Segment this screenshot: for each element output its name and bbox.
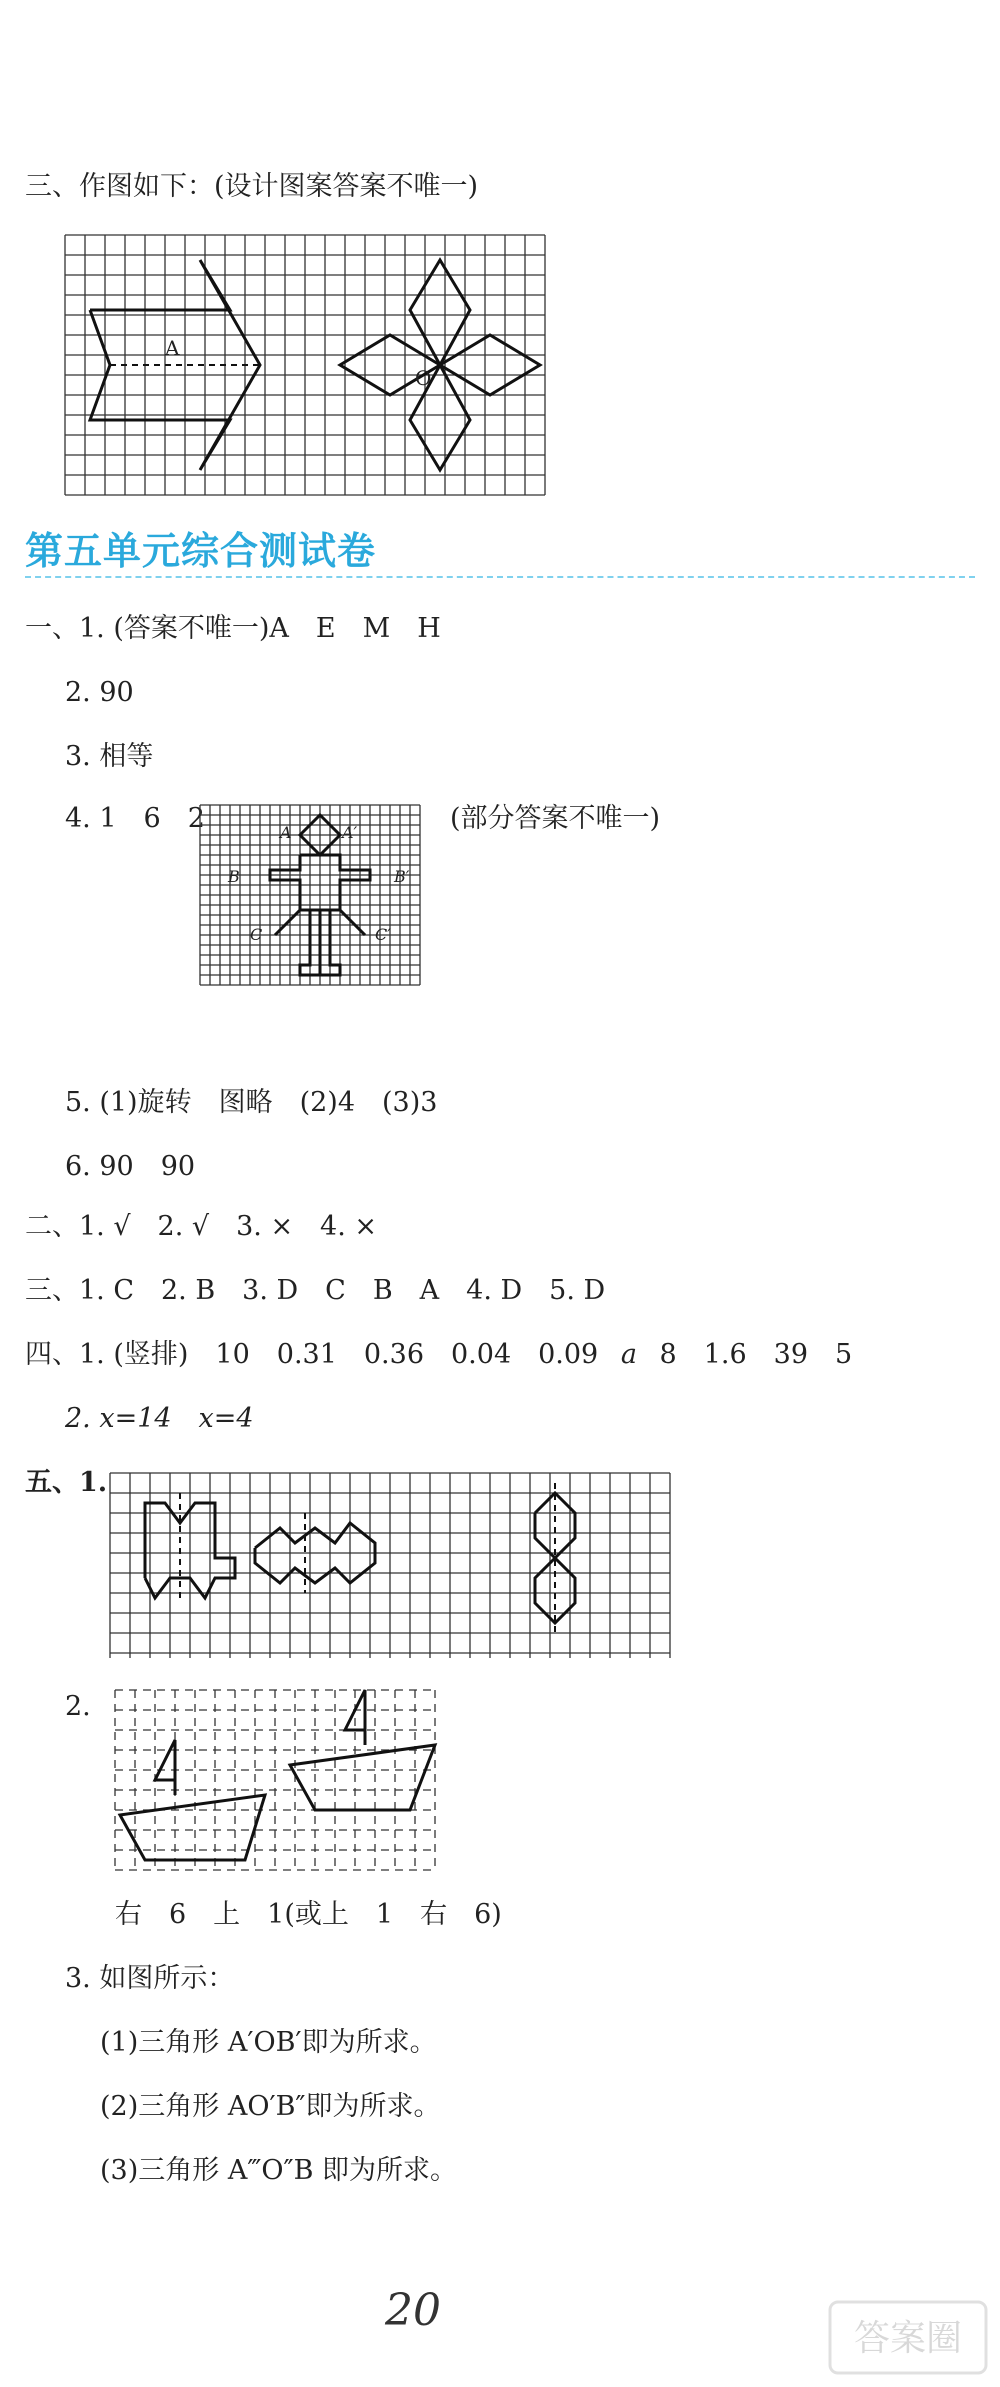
section3-header: 三、作图如下：(设计图案答案不唯一) [25, 171, 479, 202]
q5-item3: 3. 如图所示： [65, 1963, 235, 1994]
q5-label2: 2. [65, 1691, 91, 1722]
figure4-grid [110, 1685, 440, 1885]
q5-sub1: (1)三角形 A′OB′即为所求。 [100, 2027, 437, 2058]
figure1-grid [0, 220, 1000, 560]
figure2-label-b-prime: B′ [394, 867, 410, 886]
q1-item1: 一、1. (答案不唯一)A E M H [25, 613, 441, 644]
q1-item2: 2. 90 [65, 677, 134, 708]
figure1-label-o: O [415, 366, 432, 390]
page-number: 20 [385, 2285, 441, 2336]
q5-answer2: 右 6 上 1(或上 1 右 6) [115, 1899, 502, 1930]
watermark-text: 答案圈 [853, 2318, 963, 2359]
unit-title: 第五单元综合测试卷 [25, 529, 377, 573]
q5-sub2: (2)三角形 AO′B″即为所求。 [100, 2091, 441, 2122]
figure3-grid [105, 1468, 685, 1658]
watermark-logo [828, 2300, 988, 2375]
q1-item5: 5. (1)旋转 图略 (2)4 (3)3 [65, 1087, 438, 1118]
figure2-label-c: C [250, 925, 263, 944]
q5-label1: 五、1. [25, 1467, 108, 1498]
figure2-label-a: A [280, 823, 292, 842]
q1-item3: 3. 相等 [65, 741, 154, 772]
figure2-grid [190, 800, 490, 1060]
q1-item4-note: (部分答案不唯一) [450, 803, 661, 834]
q4-item1-suffix: 8 1.6 39 5 [659, 1339, 853, 1370]
q4-item1-var-a: a [620, 1339, 637, 1370]
q4-item1-prefix: 四、1. (竖排) 10 0.31 0.36 0.04 0.09 [25, 1339, 599, 1370]
q1-item4: 4. 1 6 2 [65, 803, 205, 834]
figure2-label-c-prime: C′ [375, 925, 391, 944]
figure2-label-a-prime: A′ [342, 823, 358, 842]
figure1-label-a: A [165, 336, 180, 360]
figure2-label-b: B [228, 867, 240, 886]
q3-answers: 三、1. C 2. B 3. D C B A 4. D 5. D [25, 1275, 606, 1306]
q4-item2: 2. x=14 x=4 [65, 1403, 254, 1434]
q2-answers: 二、1. √ 2. √ 3. × 4. × [25, 1211, 378, 1242]
q1-item6: 6. 90 90 [65, 1151, 196, 1182]
q5-sub3: (3)三角形 A‴O″B 即为所求。 [100, 2155, 458, 2186]
title-divider [25, 576, 975, 578]
q4-item1 [25, 1338, 852, 1372]
